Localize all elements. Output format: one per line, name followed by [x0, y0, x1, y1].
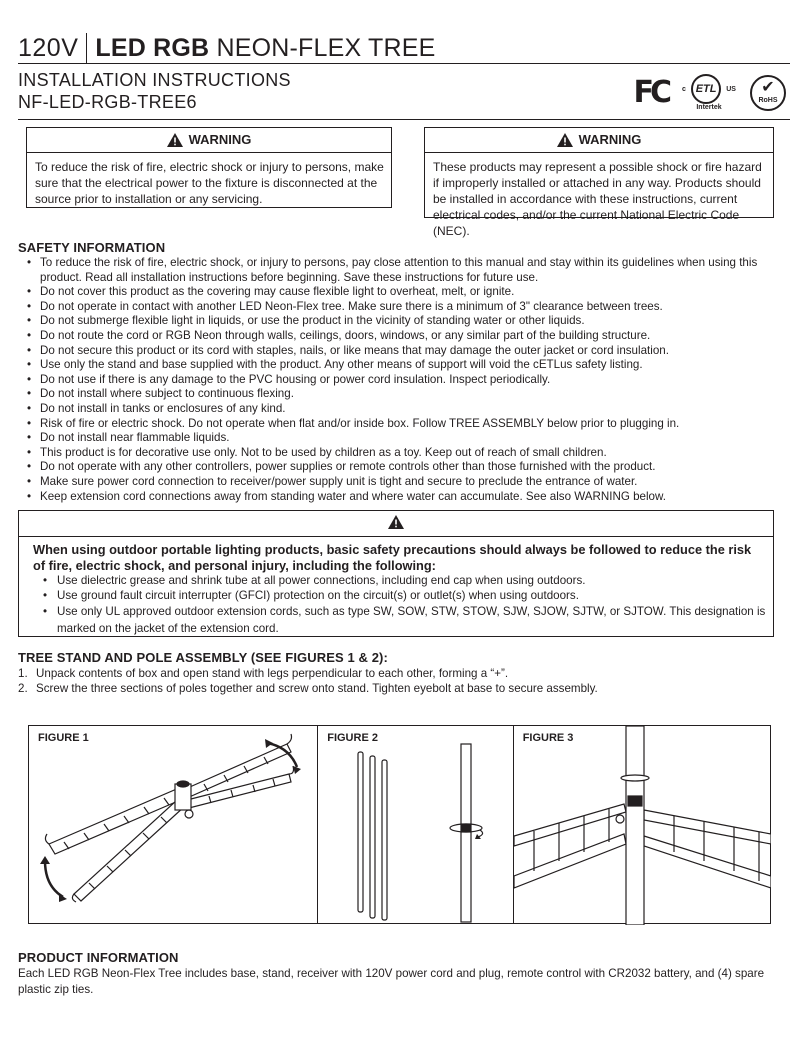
warning-triangle-icon	[167, 133, 183, 147]
certification-logos	[633, 74, 786, 111]
figures-panel	[28, 725, 771, 924]
doc-type: INSTALLATION INSTRUCTIONS	[18, 70, 291, 90]
safety-title: SAFETY INFORMATION	[18, 240, 166, 255]
warning-box-right	[424, 127, 774, 238]
etl-intertek: Intertek	[696, 104, 722, 111]
list-item: • Do not use if there is any damage to the PVC housing or power cord insulation. Inspect periodically.	[18, 373, 790, 388]
figure-label: FIGURE 1	[38, 732, 89, 744]
figure-label: FIGURE 3	[522, 732, 574, 744]
product-title	[87, 33, 435, 63]
warning-text: These products may represent a possible shock or fire hazard if improperly installed or attached in any way. Products should be installed in accordance with these instructions, current electrical codes, and/or the current National Electric Code (NEC).	[433, 160, 762, 238]
etl-c: c	[682, 85, 686, 93]
voltage-label: 120V	[18, 33, 87, 63]
warning-triangle-icon	[557, 133, 573, 147]
step-text: Unpack contents of box and open stand with legs perpendicular to each other, forming a “+”.	[36, 667, 509, 680]
warning-heading	[425, 128, 773, 153]
list-item: • Do not operate in contact with another LED Neon-Flex tree. Make sure there is a minimum of 3" clearance between trees.	[18, 300, 790, 315]
warning-triangle-icon	[388, 515, 404, 529]
check-icon: ✔	[761, 78, 775, 96]
warning-heading	[27, 128, 391, 153]
warning-text: To reduce the risk of fire, electric shock or injury to persons, make sure that the electrical power to the fixture is disconnected at the source prior to installation or any servicing.	[35, 160, 384, 206]
list-item: • Use dielectric grease and shrink tube at all power connections, including end cap when using outdoors.	[33, 574, 767, 589]
subheader-rule	[18, 119, 790, 120]
etl-mark: ETL	[691, 74, 721, 104]
assembly-title: TREE STAND AND POLE ASSEMBLY (SEE FIGURES 1 & 2):	[18, 650, 388, 665]
rohs-label: RoHS	[758, 96, 778, 104]
list-item: • Do not route the cord or RGB Neon through walls, ceilings, doors, windows, or any similar part of the building structure.	[18, 329, 790, 344]
list-item: • Use ground fault circuit interrupter (GFCI) protection on the circuit(s) or outlet(s) when using outdoors.	[33, 589, 767, 604]
outdoor-warning-heading: When using outdoor portable lighting products, basic safety precautions should always be followed to reduce the risk of fire, electric shock, and personal injury, including the following:	[19, 536, 773, 574]
product-info-text: Each LED RGB Neon-Flex Tree includes base, stand, receiver with 120V power cord and plug, remote control with CR2032 battery, and (4) spare plastic zip ties.	[18, 967, 765, 996]
list-item: • Risk of fire or electric shock. Do not operate when flat and/or inside box. Follow TREE ASSEMBLY below prior to plugging in.	[18, 417, 790, 432]
figure-2	[318, 726, 513, 923]
fcc-logo: FC	[633, 75, 668, 110]
document-header	[18, 32, 790, 64]
model-number: NF-LED-RGB-TREE6	[18, 92, 197, 112]
list-item: • Use only the stand and base supplied with the product. Any other means of support will void the cETLus safety listing.	[18, 358, 790, 373]
step-number: 2.	[18, 682, 28, 695]
header-rule	[18, 63, 790, 64]
figure-label: FIGURE 2	[327, 732, 378, 744]
outdoor-warning-list	[19, 574, 773, 637]
warning-title: WARNING	[188, 132, 252, 147]
etl-logo	[682, 74, 736, 111]
product-title-rest: NEON-FLEX TREE	[209, 34, 436, 62]
stand-assembly-illustration	[514, 726, 771, 925]
step-item	[18, 681, 598, 696]
list-item: • Keep extension cord connections away from standing water and where water can accumulate. See also WARNING below.	[18, 490, 790, 505]
step-text: Screw the three sections of poles together and screw onto stand. Tighten eyebolt at base to secure assembly.	[36, 682, 598, 695]
outdoor-warning-box	[18, 510, 774, 637]
figure-3	[514, 726, 770, 923]
list-item: • Do not submerge flexible light in liquids, or use the product in the vicinity of standing water or other liquids.	[18, 314, 790, 329]
product-info-title: PRODUCT INFORMATION	[18, 950, 179, 965]
figure-1	[29, 726, 318, 923]
rohs-logo	[750, 75, 786, 111]
safety-list	[18, 256, 790, 504]
list-item: • Make sure power cord connection to receiver/power supply unit is tight and secure to preclude the entrance of water.	[18, 475, 790, 490]
warning-box-left	[26, 127, 392, 208]
list-item: • Use only UL approved outdoor extension cords, such as type SW, SOW, STW, STOW, SJW, SJOW, SJTW, or SJTOW. This designation is marked on the jacket of the extension cord.	[33, 603, 767, 637]
stand-legs-illustration	[29, 726, 319, 925]
step-item	[18, 666, 598, 681]
list-item: • Do not install near flammable liquids.	[18, 431, 790, 446]
pole-sections-illustration	[318, 726, 514, 925]
list-item: • Do not cover this product as the covering may cause flexible light to overheat, melt, or ignite.	[18, 285, 790, 300]
step-number: 1.	[18, 667, 28, 680]
etl-us: US	[726, 85, 736, 93]
list-item: • Do not operate with any other controllers, power supplies or remote controls other than those furnished with the product.	[18, 460, 790, 475]
list-item: • Do not install where subject to continuous flexing.	[18, 387, 790, 402]
warning-title: WARNING	[578, 132, 642, 147]
product-title-bold: LED RGB	[95, 34, 210, 62]
list-item: • Do not install in tanks or enclosures of any kind.	[18, 402, 790, 417]
list-item: • Do not secure this product or its cord with staples, nails, or like means that may damage the outer jacket or cord insulation.	[18, 344, 790, 359]
list-item: • To reduce the risk of fire, electric shock, or injury to persons, pay close attention to this manual and stay within its guidelines when using this product. Read all installation instructions before beginning. Save these instructions for future use.	[18, 256, 790, 285]
assembly-steps	[18, 666, 598, 696]
list-item: • This product is for decorative use only. Not to be used by children as a toy. Keep out of reach of small children.	[18, 446, 790, 461]
